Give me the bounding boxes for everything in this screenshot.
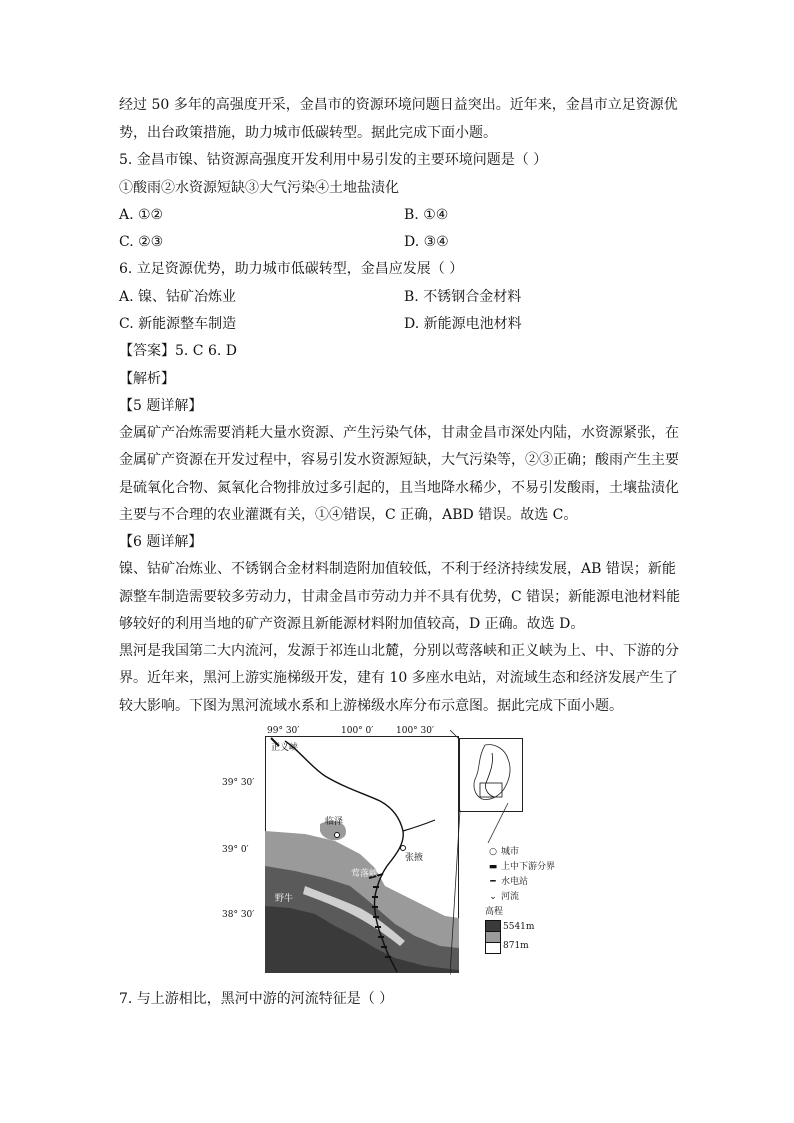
station-7	[381, 946, 387, 948]
analysis-heading: 【解析】	[119, 371, 175, 387]
lon-label-2: 100° 0′	[341, 726, 374, 736]
q6-option-d: D. 新能源电池材料	[404, 316, 522, 332]
lon-label-3: 100° 30′	[396, 726, 435, 736]
detail-6-line-2: 源整车制造需要较多劳动力，甘肃金昌市劳动力并不具有优势，C 错误；新能源电池材料能	[119, 589, 681, 605]
legend-station	[485, 875, 555, 890]
city-linze	[335, 833, 340, 838]
city-symbol-icon: ○	[489, 847, 497, 857]
station-1	[373, 886, 379, 888]
label-yeniu: 野牛	[275, 894, 294, 904]
lat-label-3: 38° 30′	[222, 910, 255, 920]
legend-elevation-label: 高程	[485, 907, 504, 917]
map-canvas	[265, 736, 460, 984]
detail-5-line-4: 主要与不合理的农业灌溉有关，①④错误，C 正确，ABD 错误。故选 C。	[119, 507, 578, 523]
q5-option-a: A. ①②	[119, 207, 164, 223]
heihe-line-2: 界。近年来，黑河上游实施梯级开发，建有 10 多座水电站，对流域生态和经济发展产生了	[119, 670, 678, 686]
q5-option-d: D. ③④	[404, 234, 449, 250]
frame-connector	[450, 730, 480, 1000]
station-symbol-icon: ━	[490, 877, 496, 887]
boundary-symbol-icon: ▬	[488, 862, 498, 872]
answer-line: 【答案】5. C 6. D	[119, 343, 238, 359]
detail-5-line-2: 金属矿产资源在开发过程中，容易引发水资源短缺，大气污染等，②③正确；酸雨产生主要	[119, 452, 679, 468]
q5-option-c: C. ②③	[119, 234, 164, 250]
legend-city-label: 城市	[501, 847, 520, 857]
q5-option-b: B. ①④	[404, 207, 449, 223]
intro-line-2: 势，出台政策措施，助力城市低碳转型。据此完成下面小题。	[119, 125, 497, 141]
q6-option-b: B. 不锈钢合金材料	[404, 289, 522, 305]
legend-elev-low: 871m	[503, 941, 529, 951]
label-linze: 临泽	[325, 817, 344, 827]
legend-elevation-scale	[485, 920, 555, 954]
question-5-items: ①酸雨②水资源短缺③大气污染④土地盐渍化	[119, 180, 399, 196]
detail-6-line-1: 镍、钴矿冶炼业、不锈钢合金材料制造附加值较低，不利于经济持续发展，AB 错误；新能	[119, 561, 676, 577]
station-6	[378, 936, 384, 938]
detail-5-line-1: 金属矿产冶炼需要消耗大量水资源、产生污染气体，甘肃金昌市深处内陆，水资源紧张，在	[119, 425, 679, 441]
question-7: 7. 与上游相比，黑河中游的河流特征是（ ）	[119, 991, 394, 1007]
question-6: 6. 立足资源优势，助力城市低碳转型，金昌应发展（ ）	[119, 261, 464, 277]
legend-boundary	[485, 860, 555, 875]
q6-option-c: C. 新能源整车制造	[119, 316, 237, 332]
station-5	[375, 926, 381, 928]
inset-river	[485, 753, 494, 797]
label-zhangye: 张掖	[405, 853, 424, 863]
station-3	[372, 906, 378, 908]
legend-river	[485, 890, 555, 905]
question-5: 5. 金昌市镍、钴资源高强度开发利用中易引发的主要环境问题是（ ）	[119, 152, 548, 168]
legend-elev-high: 5541m	[503, 922, 535, 932]
heihe-line-1: 黑河是我国第二大内流河，发源于祁连山北麓，分别以莺落峡和正义峡为上、中、下游的分	[119, 643, 679, 659]
legend-city	[485, 845, 555, 860]
legend-river-label: 河流	[501, 892, 520, 902]
legend-station-label: 水电站	[501, 877, 529, 887]
heihe-line-3: 较大影响。下图为黑河流域水系和上游梯级水库分布示意图。据此完成下面小题。	[119, 698, 623, 714]
label-zhengyixia: 正义峡	[271, 743, 299, 753]
detail-5-heading: 【5 题详解】	[119, 398, 203, 414]
lat-label-2: 39° 0′	[222, 845, 249, 855]
map-legend	[485, 845, 555, 954]
station-4	[373, 916, 379, 918]
lat-label-1: 39° 30′	[222, 778, 255, 788]
river-symbol-icon: ⌄	[489, 892, 497, 902]
q6-option-a: A. 镍、钴矿冶炼业	[119, 289, 237, 305]
intro-line-1: 经过 50 多年的高强度开采，金昌市的资源环境问题日益突出。近年来，金昌市立足资源优	[119, 97, 678, 113]
legend-boundary-label: 上中下游分界	[501, 862, 556, 872]
label-yingluoxia: 莺落峡	[351, 869, 379, 879]
detail-6-heading: 【6 题详解】	[119, 534, 203, 550]
station-2	[372, 896, 378, 898]
lon-label-1: 99° 30′	[267, 726, 300, 736]
detail-5-line-3: 是硫氧化合物、氮氧化合物排放过多引起的，且当地降水稀少，不易引发酸雨，土壤盐渍化	[119, 480, 679, 496]
station-8	[385, 956, 391, 958]
inset-connector	[478, 795, 538, 845]
legend-elevation-title	[485, 905, 555, 920]
detail-6-line-3: 够较好的利用当地的矿产资源且新能源材料附加值较高，D 正确。故选 D。	[119, 616, 585, 632]
